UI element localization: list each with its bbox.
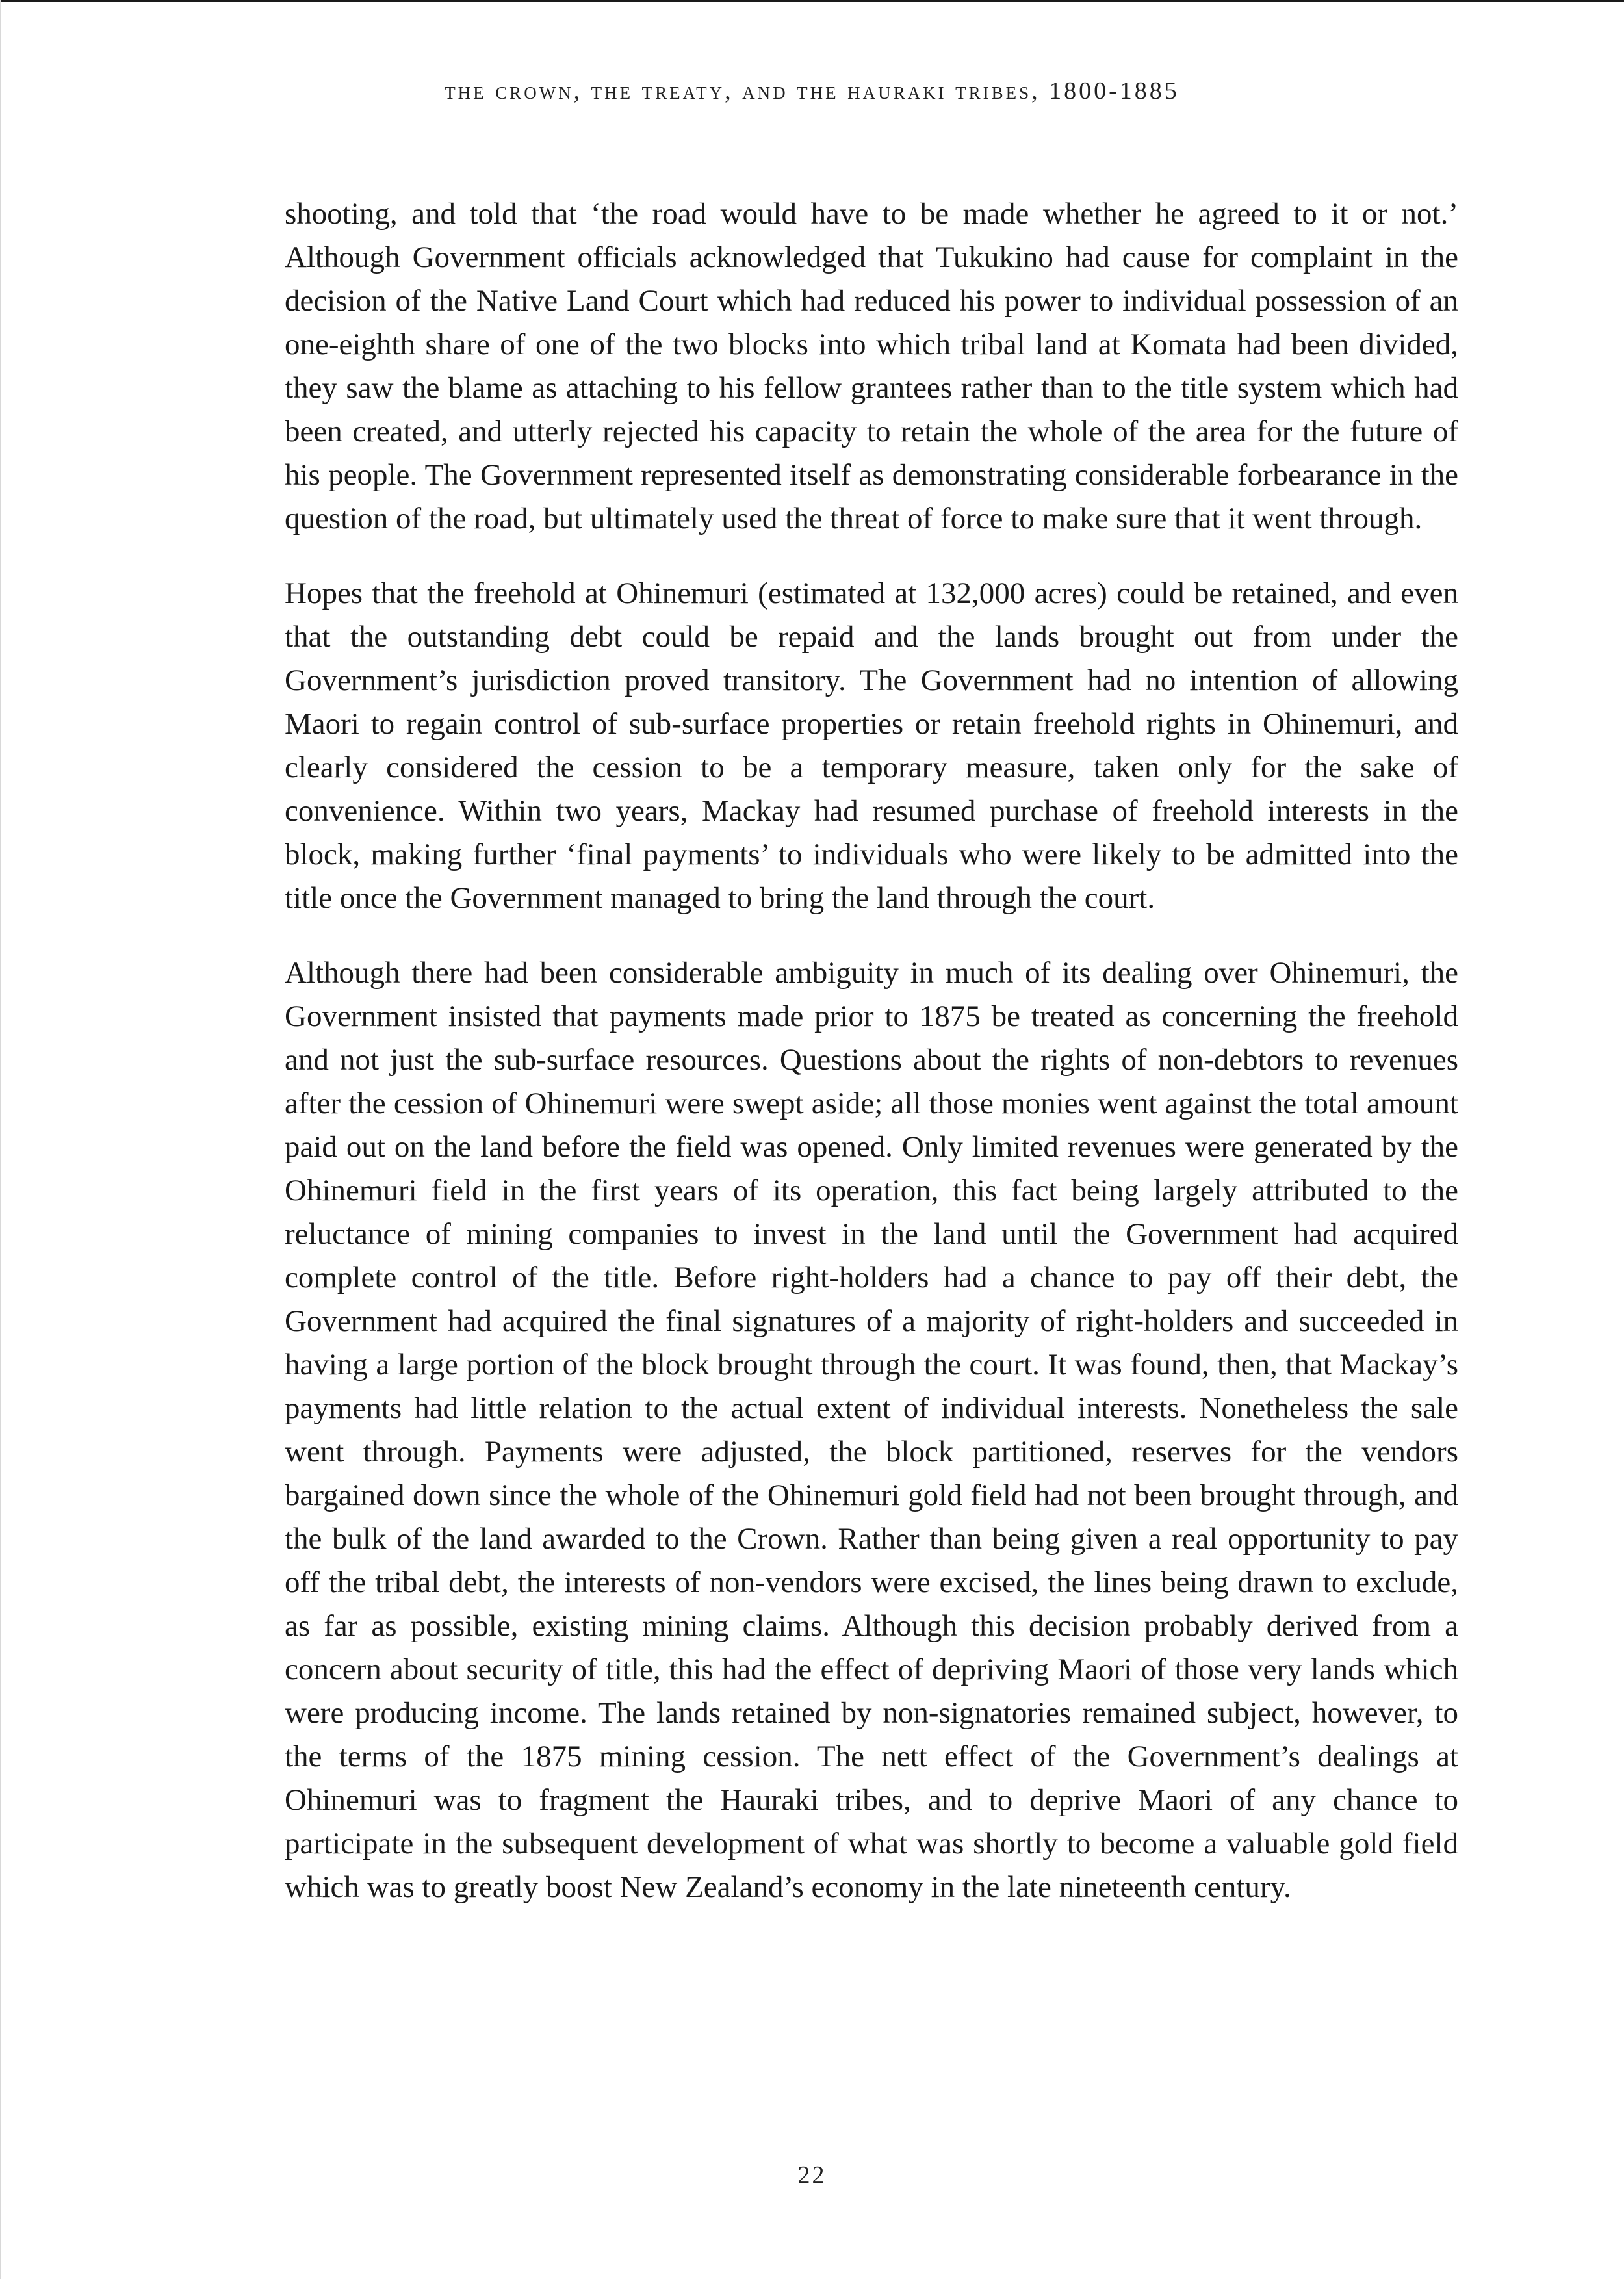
paragraph-2: Hopes that the freehold at Ohinemuri (estimated at 132,000 acres) could be retained, and even that the outstanding debt could be repaid and the lands brought out from under the Government’s jurisdiction proved transitory. The Government had no intention of allowing Maori to regain control of sub-surface properties or retain freehold rights in Ohinemuri, and clearly considered the cession to be a temporary measure, taken only for the sake of convenience. Within two years, Mackay had resumed purchase of freehold interests in the block, making further ‘final payments’ to individuals who were likely to be admitted into the title once the Government managed to bring the land through the court.: [285, 576, 1458, 915]
paragraph-1: shooting, and told that ‘the road would have to be made whether he agreed to it or not.’ Although Government officials acknowledged that Tukukino had cause for complaint in the decision of the Native Land Court which had reduced his power to individual possession of an one-eighth share of one of the two blocks into which tribal land at Komata had been divided, they saw the blame as attaching to his fellow grantees rather than to the title system which had been created, and utterly rejected his capacity to retain the whole of the area for the future of his people. The Government represented itself as demonstrating considerable forbearance in the question of the road, but ultimately used the threat of force to make sure that it went through.: [285, 197, 1458, 535]
page-number: 22: [797, 2161, 827, 2189]
top-border-rule: [0, 0, 1624, 2]
body-text: [285, 192, 1458, 1940]
running-head: the crown, the treaty, and the hauraki tribes, 1800-1885: [445, 77, 1179, 105]
page-left-edge: [0, 0, 1, 2279]
paragraph-3: Although there had been considerable ambiguity in much of its dealing over Ohinemuri, the Government insisted that payments made prior to 1875 be treated as concerning the freehold and not just the sub-surface resources. Questions about the rights of non-debtors to revenues after the cession of Ohinemuri were swept aside; all those monies went against the total amount paid out on the land before the field was opened. Only limited revenues were generated by the Ohinemuri field in the first years of its operation, this fact being largely attributed to the reluctance of mining companies to invest in the land until the Government had acquired complete control of the title. Before right-holders had a chance to pay off their debt, the Government had acquired the final signatures of a majority of right-holders and succeeded in having a large portion of the block brought through the court. It was found, then, that Mackay’s payments had little relation to the actual extent of individual interests. Nonetheless the sale went through. Payments were adjusted, the block partitioned, reserves for the vendors bargained down since the whole of the Ohinemuri gold field had not been brought through, and the bulk of the land awarded to the Crown. Rather than being given a real opportunity to pay off the tribal debt, the interests of non-vendors were excised, the lines being drawn to exclude, as far as possible, existing mining claims. Although this decision probably derived from a concern about security of title, this had the effect of depriving Maori of those very lands which were producing income. The lands retained by non-signatories remained subject, however, to the terms of the 1875 mining cession. The nett effect of the Government’s dealings at Ohinemuri was to fragment the Hauraki tribes, and to deprive Maori of any chance to participate in the subsequent development of what was shortly to become a valuable gold field which was to greatly boost New Zealand’s economy in the late nineteenth century.: [285, 956, 1458, 1904]
